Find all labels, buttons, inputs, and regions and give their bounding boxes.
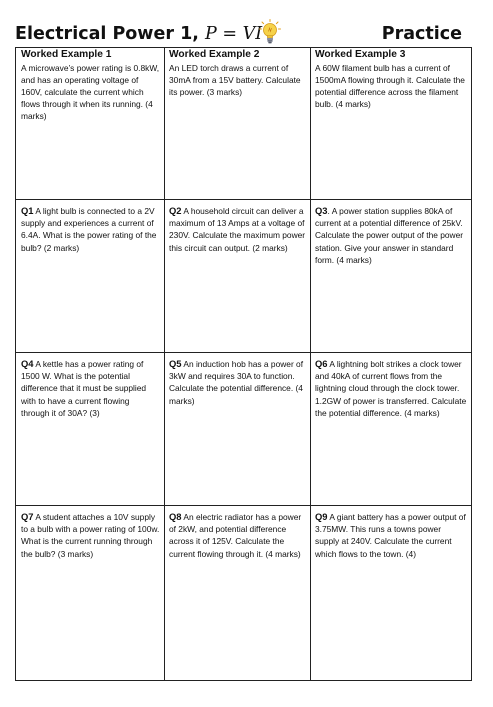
- question-text: A kettle has a power rating of 1500 W. What is the potential difference that it must be supplied with to have a current flowing through it of 30A? (3): [21, 359, 147, 418]
- question-number: Q2: [169, 205, 182, 216]
- question-number: Q7: [21, 511, 34, 522]
- cell-heading: Worked Example 3: [315, 49, 406, 60]
- question-text: A lightning bolt strikes a clock tower and 40kA of current flows from the lightning cloud through the clock tower. 1.2GW of power is transferred. Calculate the potential difference. (4 marks): [315, 359, 467, 418]
- worked-example-2: [164, 48, 310, 199]
- question-text: An electric radiator has a power of 2kW, and potential difference across it of 125V. Calculate the current flowing through it. (4 marks): [169, 512, 302, 559]
- question-3: [310, 204, 471, 352]
- cell-text: A 60W filament bulb has a current of 1500mA flowing through it. Calculate the potential difference across the filament bulb. (4 marks): [315, 62, 465, 110]
- question-text: A student attaches a 10V supply to a bulb with a power rating of 100w. What is the current running through the bulb? (3 marks): [21, 512, 160, 559]
- cell-text: A microwave’s power rating is 0.8kW, and has an operating voltage of 160V, calculate the current which flows through it when its running. (4 marks): [21, 62, 160, 122]
- row-divider: [16, 505, 471, 506]
- question-8: [164, 510, 310, 680]
- row-divider: [16, 352, 471, 353]
- worksheet-grid: [15, 47, 472, 681]
- question-7: [16, 510, 164, 680]
- worked-example-3: [310, 48, 471, 199]
- question-text: An induction hob has a power of 3kW and requires 30A to function. Calculate the potential difference. (4 marks): [169, 359, 304, 406]
- question-number: Q4: [21, 358, 34, 369]
- question-number: Q1: [21, 205, 34, 216]
- question-number: Q5: [169, 358, 182, 369]
- row-divider: [16, 199, 471, 200]
- question-2: [164, 204, 310, 352]
- question-number: Q6: [315, 358, 328, 369]
- question-9: [310, 510, 471, 680]
- question-6: [310, 357, 471, 505]
- power-formula: P = VI: [205, 24, 263, 44]
- question-number: Q3: [315, 205, 328, 216]
- question-text: . A power station supplies 80kA of current at a potential difference of 25kV. Calculate the power output of the power station. Give your answer in standard form. (4 marks): [315, 206, 464, 265]
- cell-heading: Worked Example 2: [169, 49, 260, 60]
- page-header: [15, 22, 462, 48]
- question-text: A light bulb is connected to a 2V supply and experiences a current of 6.4A. What is the power rating of the bulb? (2 marks): [21, 206, 157, 253]
- question-number: Q9: [315, 511, 328, 522]
- page-title: [15, 22, 262, 46]
- question-text: A household circuit can deliver a maximum of 13 Amps at a voltage of 230V. Calculate the maximum power this circuit can output. (2 marks): [169, 206, 306, 253]
- title-text: Electrical Power 1,: [15, 24, 199, 44]
- cell-heading: Worked Example 1: [21, 49, 112, 60]
- question-1: [16, 204, 164, 352]
- question-number: Q8: [169, 511, 182, 522]
- question-5: [164, 357, 310, 505]
- question-text: A giant battery has a power output of 3.75MW. This runs a towns power supply at 240V. Calculate the current which flows to the town. (4): [315, 512, 466, 559]
- worked-example-1: [16, 48, 164, 199]
- cell-text: An LED torch draws a current of 30mA from a 15V battery. Calculate its power. (3 marks): [169, 62, 301, 97]
- lightbulb-icon: [259, 19, 281, 47]
- question-4: [16, 357, 164, 505]
- practice-label: Practice: [381, 24, 462, 44]
